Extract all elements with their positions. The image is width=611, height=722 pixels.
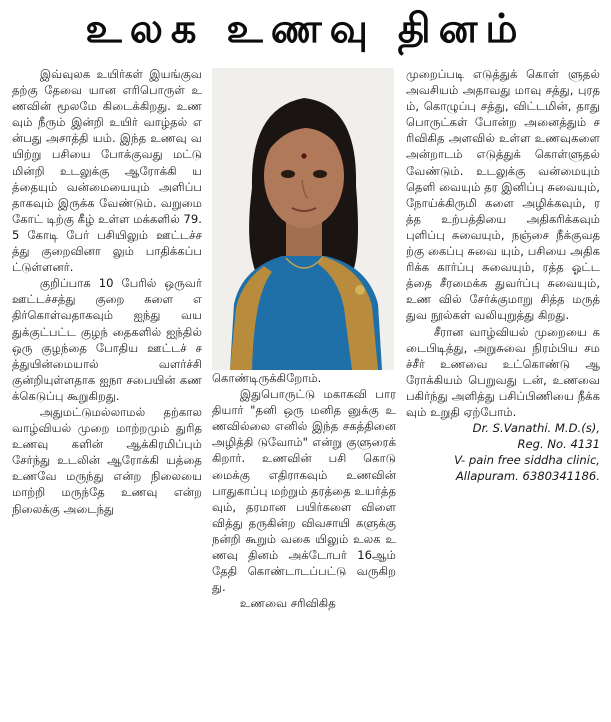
author-photo [212, 68, 394, 370]
middle-paragraph-1: கொண்டிருக்கிறோம். [212, 371, 322, 385]
right-paragraph-2: சீரான வாழ்வியல் முறையை கடைபிடித்து, அறுசுவை நிரம்பிய சமச்சீர் உணவை உட்கொண்டு ஆரோக்கியம் பெறுவது டன், உணவை பகிர்ந்து அளித்து பசிப்பிணியை நீக்கவும் உறுதி ஏற்போம். [406, 324, 600, 419]
right-column [406, 66, 600, 484]
left-paragraph-2: குறிப்பாக 10 பேரில் ஒருவர் ஊட்டச்சத்து குறை களை எதிர்கொள்வதாகவும் ஐந்து வயதுக்குட்பட்ட குழந் தைகளில் ஐந்தில் ஒரு குழந்தை போதிய ஊட்டச் சத்துயின்மையால் வளர்ச்சி குன்றியுள்ளதாக ஐநா சபையின் கணக்கெடுப்பு கூறுகிறது. [12, 276, 202, 403]
middle-paragraph-2: இதுபொருட்டு மகாகவி பாரதியார் "தனி ஒரு மனித னுக்கு உணவில்லை எனில் இந்த சகத்தினை அழித்தி டுவோம்" என்று குளுரைக் கிறார். உணவின் பசி கொடு மைக்கு எதிராகவும் உணவின் பாதுகாப்பு மற்றும் தரத்தை உயர்த்தவும், தரமான பயிர்களை விளை வித்து தருகின்ற விவசாயி களுக்கு நன்றி கூறும் வகை யிலும் உலக உணவு தினம் அக்டோபர் 16ஆம் தேதி கொண்டாடப்பட்டு வருகிறது. [212, 387, 396, 595]
headline: உலக உணவு தினம் [85, 6, 526, 52]
signature-clinic: V- pain free siddha clinic, [454, 453, 600, 468]
author-portrait-illustration [212, 68, 394, 370]
left-column [12, 66, 202, 517]
middle-column [212, 370, 396, 611]
left-paragraph-3: அதுமட்டுமல்லாமல் தற்கால வாழ்வியல் முறை மாற்றமும் துரித உணவு களின் ஆக்கிரமிப்பும் சேர்ந்து உடலின் ஆரோக்கி யத்தை உணவே மருந்து என்ற நிலையை மாற்றி மருந்தே உணவு என்ற நிலைக்கு அடைந்து [12, 404, 202, 516]
middle-paragraph-3: உணவை சரிவிகித [239, 596, 336, 611]
signature-address: Allapuram. 6380341186. [455, 469, 600, 484]
signature-reg: Reg. No. 4131 [517, 437, 600, 452]
right-paragraph-1: முறைப்படி எடுத்துக் கொள் ளுதல் அவசியம் அதாவது மாவு சத்து, புரதம், கொழுப்பு சத்து, விட்டமின், தாது பொருட்கள் போன்ற அனைத்தும் சரிவிகித அளவில் உள்ள உணவுகளை அன்றாடம் எடுத்துக் கொள்ளுதல் வேண்டும். உடலுக்கு வன்மையும் தெளி வையும் தர இனிப்பு சுவையும், நோய்க்கிருமி களை அழிக்கவும், ரத்த உற்பத்தியை அதிகரிக்கவும் புளிப்பு சுவையும், நஞ்சை நீக்குவதற்கு கைப்பு சுவை யும், பசியை அதிகரிக்க கார்ப்பு சுவையும், ரத்த ஓட்டத்தை சீரமைக்க துவர்ப்பு சுவையும், உண வில் சேர்க்குமாறு சித்த மருத் துவ நூல்கள் வலியுறுத்து கிறது. [406, 67, 600, 323]
signature-name: Dr. S.Vanathi. M.D.(s), [472, 421, 600, 436]
left-paragraph-1: இவ்வுலக உயிர்கள் இயங்குவதற்கு தேவை யான எரிபொருள் உணவின் மூலமே கிடைக்கிறது. உணவும் நீரும் இன்றி உயிர் வாழ்தல் என்பது அசாத்தி யம். இந்த உணவு வயிற்று பசியை போக்குவது மட்டு மின்றி உடலுக்கு ஆரோக்கி யத்தையும் வன்மையையும் அளிப்பதாகவும் இருக்க வேண்டும். வறுமை கோட் டிற்கு கீழ் உள்ள மக்களில் 79.5 கோடி பேர் பசியிலும் ஊட்டச்சத்து குறைவினா லும் பாதிக்கப்பட்டுள்ளனர். [12, 67, 202, 275]
